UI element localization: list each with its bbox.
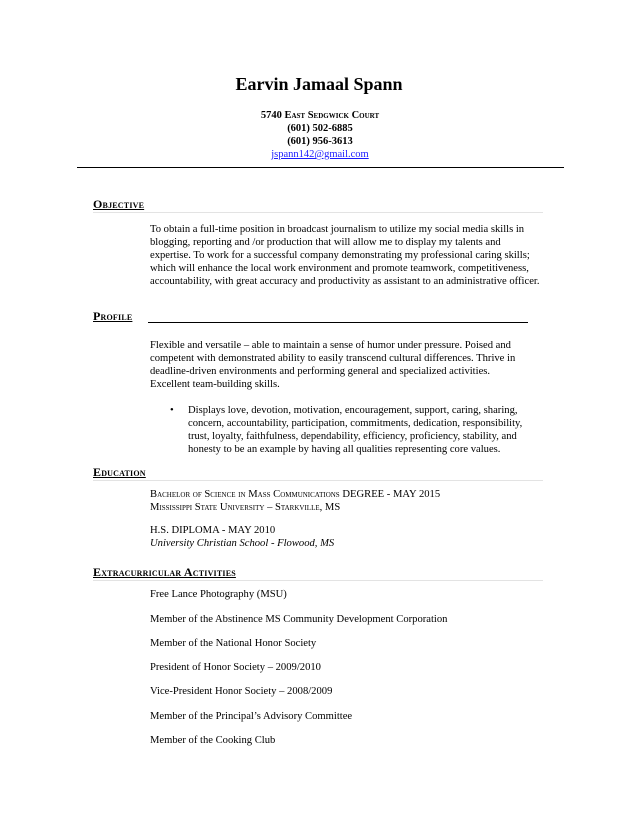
- university-state: , MS: [319, 502, 341, 513]
- email-link[interactable]: jspann142@gmail.com: [271, 149, 369, 160]
- activity-item: Member of the Principal’s Advisory Committee: [150, 711, 353, 722]
- objective-text: To obtain a full-time position in broadcast journalism to utilize my social media skills in blogging, reporting and /or production that will allow me to display my talents and expertise. To work for a successful company demonstrating my professional caring skills; which will enhance the local work environment and promote teamwork, competitiveness, accountability, with great accuracy and productivity as assistant to an administrative officer.: [150, 224, 540, 287]
- profile-text: Flexible and versatile – able to maintain a sense of humor under pressure. Poised and competent with demonstrated ability to easily transcend cultural differences. Thrive in deadline-driven environments and performing general and specialized activities. Excellent team-building skills.: [150, 340, 516, 390]
- contact-block: [230, 109, 410, 161]
- phone-secondary: (601) 956-3613: [287, 136, 353, 147]
- university-name: Mississippi State University – Starkville: [150, 502, 320, 513]
- profile-bullet: [170, 404, 546, 456]
- activity-item: Member of the Cooking Club: [150, 735, 276, 746]
- header: [0, 74, 638, 95]
- activity-item: Free Lance Photography (MSU): [150, 589, 287, 600]
- education-heading: Education: [93, 465, 146, 479]
- bullet-icon: •: [170, 405, 174, 416]
- high-school-line: University Christian School - Flowood, MS: [150, 538, 335, 549]
- degree-line: [150, 488, 440, 501]
- objective-rule: [93, 212, 543, 213]
- objective-heading: Objective: [93, 197, 145, 211]
- profile-bullet-text: Displays love, devotion, motivation, encouragement, support, caring, sharing, concern, accountability, participation, commitments, dedication, responsibility, trust, loyalty, faithfulness, dependability, efficiency, proficiency, stability, and honesty to be an example by having all qualities representing core values.: [188, 405, 523, 455]
- street-address: 5740 East Sedgwick Court: [260, 110, 380, 121]
- activity-item: Member of the Abstinence MS Community Development Corporation: [150, 614, 448, 625]
- profile-rule: [148, 322, 528, 323]
- activity-item: Vice-President Honor Society – 2008/2009: [150, 686, 333, 697]
- phone-primary: (601) 502-6885: [287, 123, 353, 134]
- activities-rule: [93, 580, 543, 581]
- degree-name: Bachelor of Science in Mass Communications: [150, 489, 340, 500]
- degree-date: DEGREE - MAY 2015: [339, 489, 441, 500]
- activities-heading: Extracurricular Activities: [93, 565, 236, 579]
- activity-item: Member of the National Honor Society: [150, 638, 317, 649]
- candidate-name: Earvin Jamaal Spann: [235, 74, 403, 94]
- profile-heading: Profile: [93, 309, 133, 323]
- university-line: [150, 501, 340, 514]
- header-divider: [77, 167, 564, 168]
- diploma-line: H.S. DIPLOMA - MAY 2010: [150, 525, 276, 536]
- activity-item: President of Honor Society – 2009/2010: [150, 662, 321, 673]
- education-rule: [93, 480, 543, 481]
